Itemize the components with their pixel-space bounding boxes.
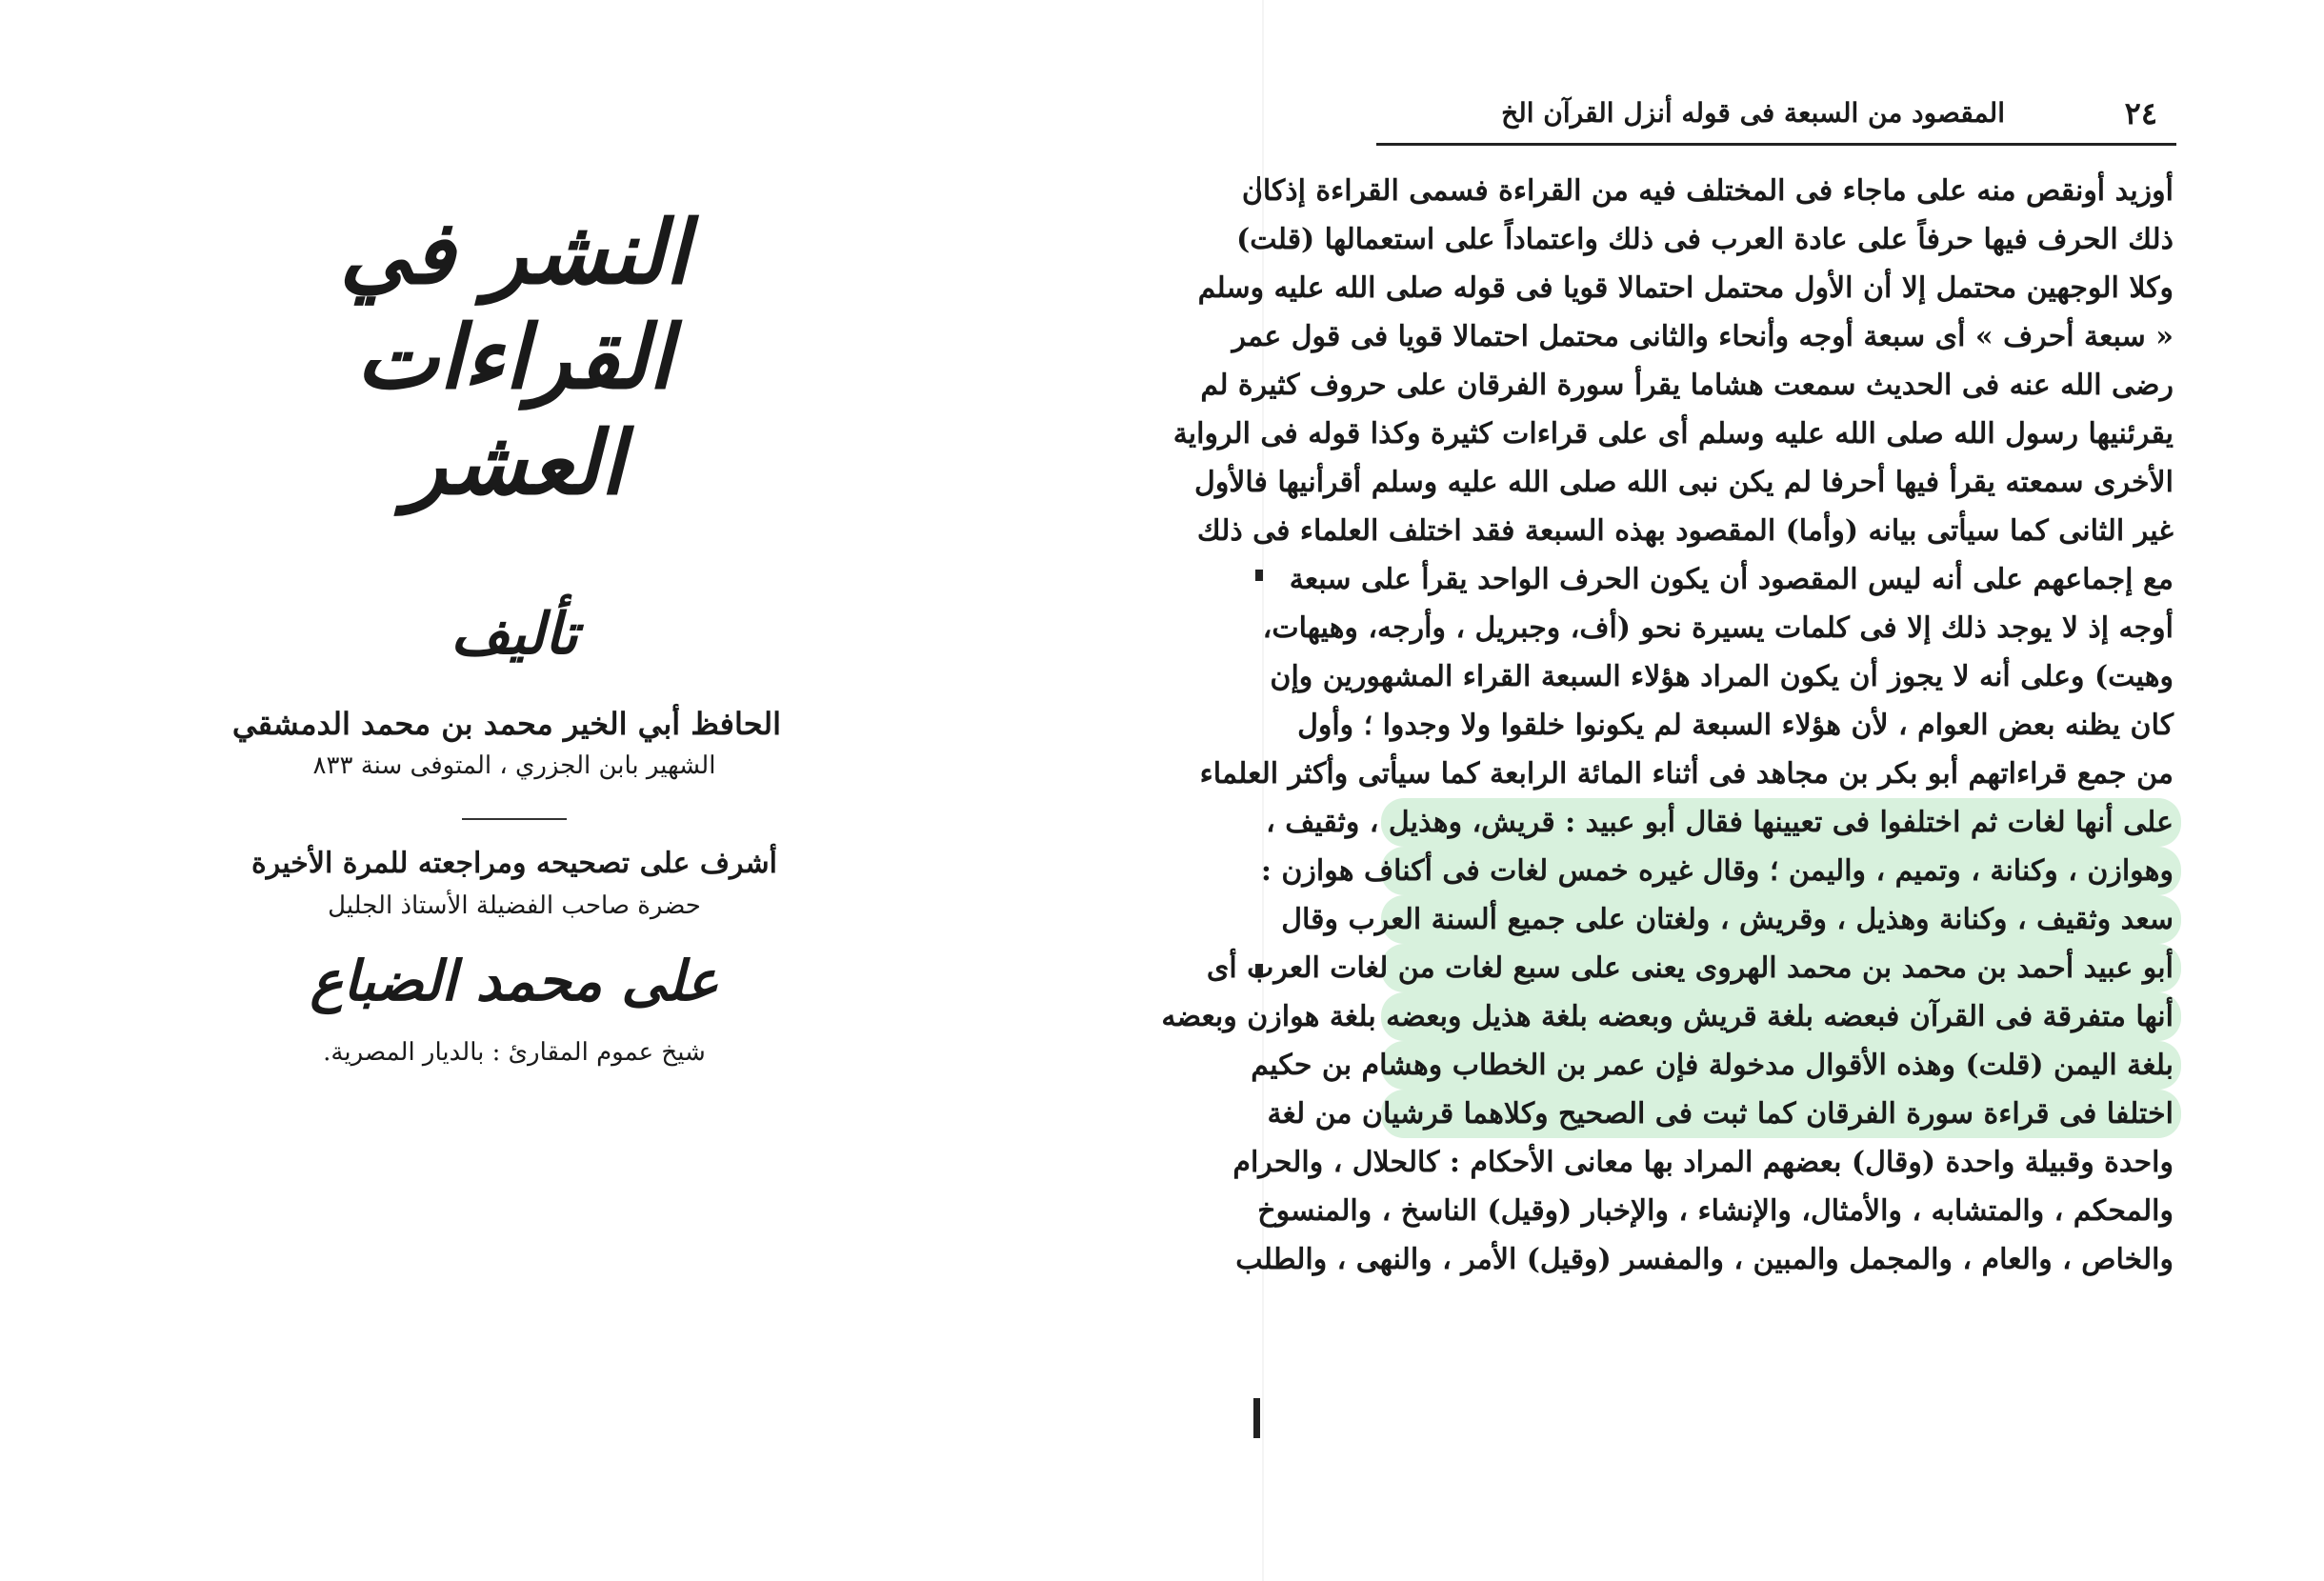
highlighted-text-line: أنها متفرقة فى القرآن فبعضه بلغة قريش وبعضه بلغة هذيل وبعضه بلغة هوازن وبعضه bbox=[1381, 992, 2181, 1041]
text-line: « سبعة أحرف » أى سبعة أوجه وأنحاء والثانى محتمل احتمالا قويا فى قول عمر bbox=[1232, 320, 2174, 353]
text-line: أوجه إذ لا يوجد ذلك إلا فى كلمات يسيرة نحو (أف، وجبريل ، وأرجه، وهيهات، bbox=[1262, 611, 2174, 645]
page-header bbox=[1376, 91, 2176, 146]
text-line: من جمع قراءاتهم أبو بكر بن مجاهد فى أثناء المائة الرابعة كما سيأتى وأكثر العلماء bbox=[1199, 757, 2174, 790]
supervision-note: أشرف على تصحيحه ومراجعته للمرة الأخيرة bbox=[250, 847, 777, 881]
editor-name: على محمد الضباع bbox=[310, 949, 719, 1014]
highlighted-text-line: أبو عبيد أحمد بن محمد بن محمد الهروى يعنى على سبع لغات من لغات العرب أى bbox=[1381, 944, 2181, 992]
text-line: وهيت) وعلى أنه لا يجوز أن يكون المراد هؤلاء السبعة القراء المشهورين وإن bbox=[1270, 660, 2174, 693]
text-line: أوزيد أونقص منه على ماجاء فى المختلف فيه من القراءة فسمى القراءة إذكان bbox=[1241, 174, 2174, 208]
text-line: والخاص ، والعام ، والمجمل والمبين ، والمفسر (وقيل) الأمر ، والنهى ، والطلب bbox=[1235, 1243, 2174, 1276]
author-info: الشهير بابن الجزري ، المتوفى سنة ٨٣٣ bbox=[312, 751, 716, 781]
text-line: يقرئنيها رسول الله صلى الله عليه وسلم أى على قراءات كثيرة وكذا قوله فى الرواية bbox=[1172, 417, 2174, 450]
text-line: واحدة وقبيلة واحدة (وقال) بعضهم المراد بها معانى الأحكام : كالحلال ، والحرام bbox=[1232, 1146, 2174, 1179]
authorship-label: تأليف bbox=[451, 601, 578, 669]
highlighted-text-line: اختلفا فى قراءة سورة الفرقان كما ثبت فى الصحيح وكلاهما قرشيان من لغة bbox=[1381, 1090, 2181, 1138]
text-line: الأخرى سمعته يقرأ فيها أحرفا لم يكن نبى الله صلى الله عليه وسلم أقرأنيها فالأول bbox=[1194, 466, 2174, 499]
text-line: كان يظنه بعض العوام ، لأن هؤلاء السبعة لم يكونوا خلقوا ولا وجدوا ؛ وأول bbox=[1297, 709, 2174, 742]
body-text bbox=[1161, 167, 2181, 1284]
text-line: ذلك الحرف فيها حرفاً على عادة العرب فى ذلك واعتماداً على استعمالها (قلت) bbox=[1236, 223, 2174, 256]
highlighted-text-line: وهوازن ، وكنانة ، وتميم ، واليمن ؛ وقال غيره خمس لغات فى أكناف هوازن : bbox=[1381, 847, 2181, 895]
text-line: والمحكم ، والمتشابه ، والأمثال، والإنشاء ، والإخبار (وقيل) الناسخ ، والمنسوخ bbox=[1257, 1194, 2174, 1228]
text-line: مع إجماعهم على أنه ليس المقصود أن يكون الحرف الواحد يقرأ على سبعة bbox=[1289, 563, 2174, 596]
editor-title: شيخ عموم المقارئ : بالديار المصرية. bbox=[323, 1038, 706, 1068]
author-name: الحافظ أبي الخير محمد بن محمد الدمشقي bbox=[231, 706, 781, 743]
highlighted-text-line: بلغة اليمن (قلت) وهذه الأقوال مدخولة فإن عمر بن الخطاب وهشام بن حكيم bbox=[1381, 1041, 2181, 1090]
highlighted-text-line: على أنها لغات ثم اختلفوا فى تعيينها فقال أبو عبيد : قريش، وهذيل ، وثقيف ، bbox=[1381, 798, 2181, 847]
book-title: النشر في القراءات العشر bbox=[339, 201, 690, 514]
text-line: وكلا الوجهين محتمل إلا أن الأول محتمل احتمالا قويا فى قوله صلى الله عليه وسلم bbox=[1197, 271, 2174, 305]
highlighted-text-line: سعد وثقيف ، وكنانة وهذيل ، وقريش ، ولغتان على جميع ألسنة العرب وقال bbox=[1381, 895, 2181, 944]
text-line: غير الثانى كما سيأتى بيانه (وأما) المقصود بهذه السبعة فقد اختلف العلماء فى ذلك bbox=[1196, 514, 2174, 548]
running-head: المقصود من السبعة فى قوله أنزل القرآن الخ bbox=[1501, 97, 2005, 129]
text-line: رضى الله عنه فى الحديث سمعت هشاما يقرأ سورة الفرقان على حروف كثيرة لم bbox=[1200, 369, 2174, 402]
title-divider bbox=[462, 818, 567, 820]
honorific-line: حضرة صاحب الفضيلة الأستاذ الجليل bbox=[328, 891, 701, 921]
page-number: ٢٤ bbox=[2124, 95, 2157, 131]
title-block bbox=[231, 162, 781, 1068]
